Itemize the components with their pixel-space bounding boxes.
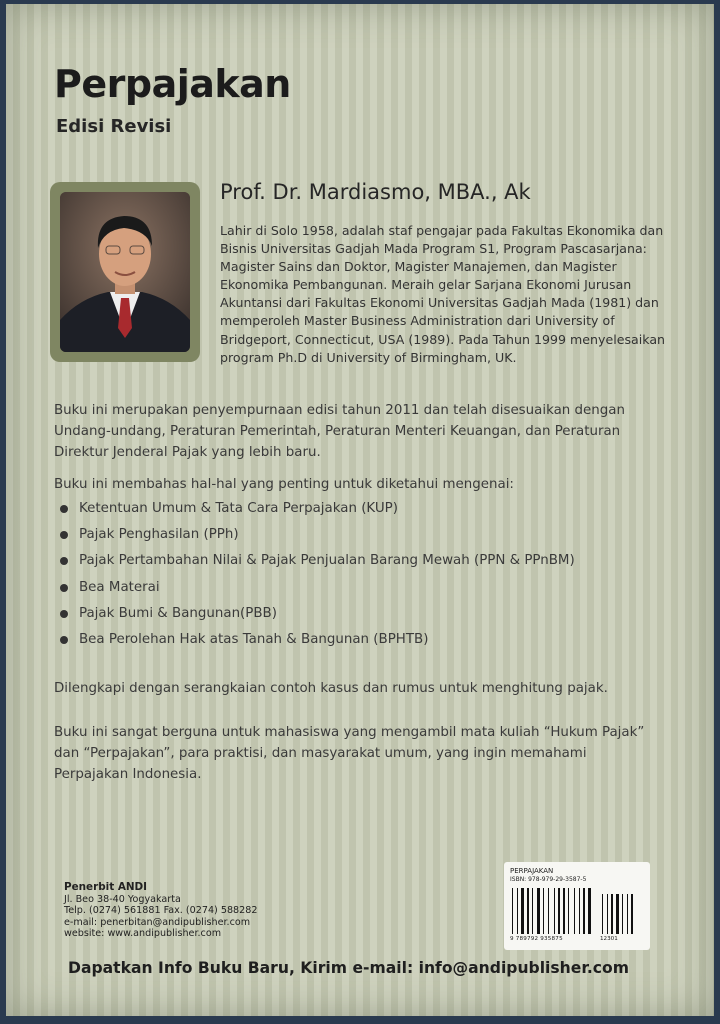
- intro-paragraph: [54, 400, 694, 463]
- bio-line: program Ph.D di University of Birmingham, UK.: [220, 349, 517, 365]
- topic-item: Bea Perolehan Hak atas Tanah & Bangunan (BPHTB): [54, 629, 575, 655]
- topic-item: Bea Materai: [54, 577, 575, 603]
- barcode-isbn: ISBN: 978-979-29-3587-5: [510, 876, 587, 883]
- book-edition: Edisi Revisi: [56, 116, 172, 137]
- audience-line: dan “Perpajakan”, para praktisi, dan masyarakat umum, yang ingin memahami: [54, 746, 587, 761]
- author-name: Prof. Dr. Mardiasmo, MBA., Ak: [220, 180, 531, 204]
- barcode-label: [504, 862, 650, 950]
- barcode-addon-digits: 12301: [600, 936, 618, 942]
- intro-line: Direktur Jenderal Pajak yang lebih baru.: [54, 445, 321, 460]
- topics-list: [54, 498, 575, 655]
- publisher-website: website: www.andipublisher.com: [64, 928, 222, 940]
- topic-item: Ketentuan Umum & Tata Cara Perpajakan (KUP): [54, 498, 575, 524]
- barcode-title: PERPAJAKAN: [510, 867, 554, 875]
- audience-line: Perpajakan Indonesia.: [54, 767, 202, 782]
- topic-item: Pajak Bumi & Bangunan(PBB): [54, 603, 575, 629]
- barcode-digits: 9 789792 935875: [510, 936, 563, 942]
- bio-line: Lahir di Solo 1958, adalah staf pengajar pada Fakultas Ekonomika dan: [220, 223, 664, 238]
- author-portrait-image: [60, 192, 190, 352]
- author-photo-frame: [50, 182, 200, 362]
- publisher-address: Jl. Beo 38-40 Yogyakarta: [64, 893, 181, 905]
- complement-paragraph: Dilengkapi dengan serangkaian contoh kasus dan rumus untuk menghitung pajak.: [54, 681, 608, 696]
- footer-promo: Dapatkan Info Buku Baru, Kirim e-mail: info@andipublisher.com: [68, 959, 629, 977]
- bio-line: Ekonomika Pembangunan. Meraih gelar Sarjana Ekonomi Jurusan: [220, 277, 632, 293]
- publisher-phone: Telp. (0274) 561881 Fax. (0274) 588282: [64, 905, 258, 917]
- bio-line: memperoleh Master Business Administration dari University of: [220, 313, 615, 329]
- bio-line: Akuntansi dari Fakultas Ekonomi Universitas Gadjah Mada (1981) dan: [220, 295, 659, 311]
- author-photo: [60, 192, 190, 352]
- bio-line: Bisnis Universitas Gadjah Mada Program S1, Program Pascasarjana:: [220, 241, 647, 257]
- topics-intro: Buku ini membahas hal-hal yang penting untuk diketahui mengenai:: [54, 477, 514, 492]
- audience-paragraph: [54, 722, 694, 785]
- book-title: Perpajakan: [54, 62, 291, 106]
- publisher-email: e-mail: penerbitan@andipublisher.com: [64, 916, 251, 928]
- topic-item: Pajak Penghasilan (PPh): [54, 524, 575, 550]
- intro-line: Undang-undang, Peraturan Pemerintah, Peraturan Menteri Keuangan, dan Peraturan: [54, 424, 621, 439]
- publisher-info: [64, 882, 257, 940]
- bio-line: Magister Sains dan Doktor, Magister Manajemen, dan Magister: [220, 259, 617, 275]
- intro-line: Buku ini merupakan penyempurnaan edisi tahun 2011 dan telah disesuaikan dengan: [54, 403, 625, 418]
- barcode-icon: [510, 888, 646, 936]
- author-bio: [220, 222, 690, 367]
- bio-line: Bridgeport, Connecticut, USA (1989). Pada Tahun 1999 menyelesaikan: [220, 331, 666, 347]
- book-back-cover: [6, 4, 714, 1016]
- topic-item: Pajak Pertambahan Nilai & Pajak Penjualan Barang Mewah (PPN & PPnBM): [54, 550, 575, 576]
- publisher-name: Penerbit ANDI: [64, 881, 148, 893]
- audience-line: Buku ini sangat berguna untuk mahasiswa yang mengambil mata kuliah “Hukum Pajak”: [54, 725, 645, 740]
